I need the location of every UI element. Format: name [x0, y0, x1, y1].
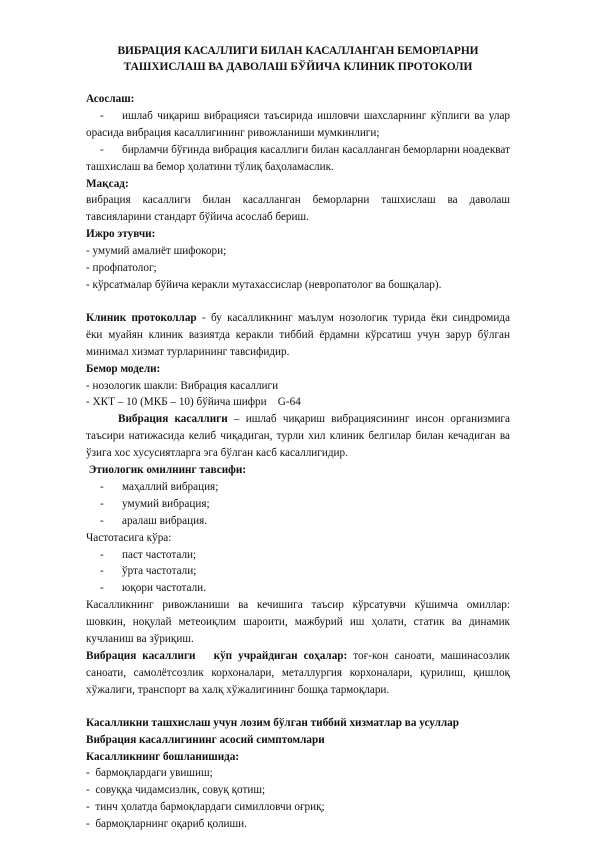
executor-heading: Ижро этувчи: [86, 228, 156, 241]
dash-marker: - [100, 582, 104, 595]
basis-item-1-line-2: орасида вибрация касаллигининг ривожланиши мумкинлиги; [86, 126, 380, 139]
dash-marker: - [100, 565, 104, 578]
dash-marker: - [100, 143, 104, 156]
etiology-item-3: - аралаш вибрация. [86, 513, 510, 530]
frequency-item-3: - юқори частотали. [86, 580, 510, 597]
document-title [86, 43, 510, 75]
basis-item-1-line-1: - ишлаб чиқариш вибрацияси таъсирида ишловчи шахсларнинг кўплиги ва улар [86, 108, 510, 125]
title-line-1: ВИБРАЦИЯ КАСАЛЛИГИ БИЛАН КАСАЛЛАНГАН БЕМОРЛАРНИ [117, 45, 479, 57]
model-line-1: - нозологик шакли: Вибрация касаллиги [86, 379, 279, 392]
extra-factors-line-3: кучланиш ва зўриқиш. [86, 633, 194, 646]
symptom-item-4: - бармоқларнинг оқариб қолиши. [86, 818, 247, 831]
executor-item-2: - профпатолог; [86, 262, 157, 275]
symptom-item-3: - тинч ҳолатда бармоқлардаги симилловчи оғриқ; [86, 801, 325, 814]
protocols-line-1: Клиник протоколлар - бу касалликнинг маълум нозологик турида ёки синдромида [86, 311, 510, 324]
basis-item-2-line-1: - бирламчи бўғинда вибрация касаллиги билан касалланган беморларни ноадекват [86, 142, 510, 159]
dash-marker: - [100, 548, 104, 561]
etiology-item-1: - маҳаллий вибрация; [86, 479, 510, 496]
etiology-heading: Этиологик омилнинг тавсифи: [86, 464, 247, 477]
fields-line-1: Вибрация касаллиги кўп учрайдиган соҳалар: тоғ-кон саноати, машинасозлик [86, 650, 510, 662]
executor-item-1: - умумий амалиёт шифокори; [86, 245, 227, 258]
protocols-line-3: минимал хизмат турларининг тавсифидир. [86, 345, 290, 358]
frequency-item-1: - паст частотали; [86, 547, 510, 564]
frequency-heading: Частотасига кўра: [86, 531, 172, 544]
model-line-2: - ХКТ – 10 (МКБ – 10) бўйича шифри G-64 [86, 396, 301, 409]
goal-line-1: вибрация касаллиги билан касалланган беморларни ташхислаш ва даволаш [86, 194, 510, 207]
protocols-term: Клиник протоколлар [86, 311, 197, 324]
title-line-2: ТАШХИСЛАШ ВА ДАВОЛАШ БЎЙИЧА КЛИНИК ПРОТОКОЛИ [123, 61, 473, 73]
etiology-item-2: - умумий вибрация; [86, 496, 510, 513]
spacer [86, 294, 510, 310]
definition-line-2: таъсири натижасида келиб чиқадиган, турли хил клиник белгилар билан кечадиган ва [86, 430, 510, 443]
definition-term: Вибрация касаллиги [118, 413, 228, 426]
protocols-line-2: ёки муайян клиник вазиятда керакли тиббий ёрдамни кўрсатиш учун зарур бўлган [86, 328, 510, 341]
frequency-item-2: - ўрта частотали; [86, 563, 510, 580]
basis-item-2-line-2: ташхислаш ва бемор ҳолатини тўлиқ баҳоламаслик. [86, 160, 334, 173]
fields-line-3: хўжалиги, транспорт ва халқ хўжалигининг бошқа тармоқлари. [86, 683, 390, 696]
dash-marker: - [100, 497, 104, 510]
extra-factors-line-2: шовкин, ноқулай метеоиқлим шароити, мажбурий иш ҳолати, статик ва динамик [86, 616, 510, 629]
extra-factors-line-1: Касалликнинг ривожланиши ва кечишига таъсир кўрсатувчи кўшимча омиллар: [86, 599, 510, 612]
goal-heading: Мақсад: [86, 177, 129, 190]
goal-line-2: тавсияларини стандарт бўйича асослаб бериш. [86, 211, 309, 224]
fields-term: Вибрация касаллиги кўп учрайдиган соҳалар: [86, 650, 348, 662]
dash-marker: - [100, 514, 104, 527]
symptom-item-1: - бармоқлардаги увишиш; [86, 767, 213, 780]
spacer [86, 699, 510, 715]
fields-line-2: саноати, самолётсозлик корхоналари, металлургия корхоналари, қурилиш, қишлоқ [86, 666, 510, 679]
diagnosis-heading: Касалликни ташхислаш учун лозим бўлган тиббий хизматлар ва усуллар [86, 716, 459, 729]
model-heading: Бемор модели: [86, 362, 161, 375]
executor-item-3: - кўрсатмалар бўйича керакли мутахассислар (невропатолог ва бошқалар). [86, 278, 442, 291]
definition-line-1: Вибрация касаллиги – ишлаб чиқариш вибрациясининг инсон организмига [118, 413, 510, 426]
onset-heading: Касалликнинг бошланишида: [86, 750, 240, 763]
symptom-item-2: - совуққа чидамсизлик, совуқ қотиш; [86, 784, 266, 797]
basis-heading: Асослаш: [86, 93, 135, 105]
dash-marker: - [100, 109, 104, 122]
definition-line-3: ўзига хос хусусиятларга эга бўлган касб касаллигидир. [86, 447, 348, 460]
dash-marker: - [100, 480, 104, 493]
symptoms-heading: Вибрация касаллигининг асосий симптомлари [86, 733, 325, 746]
